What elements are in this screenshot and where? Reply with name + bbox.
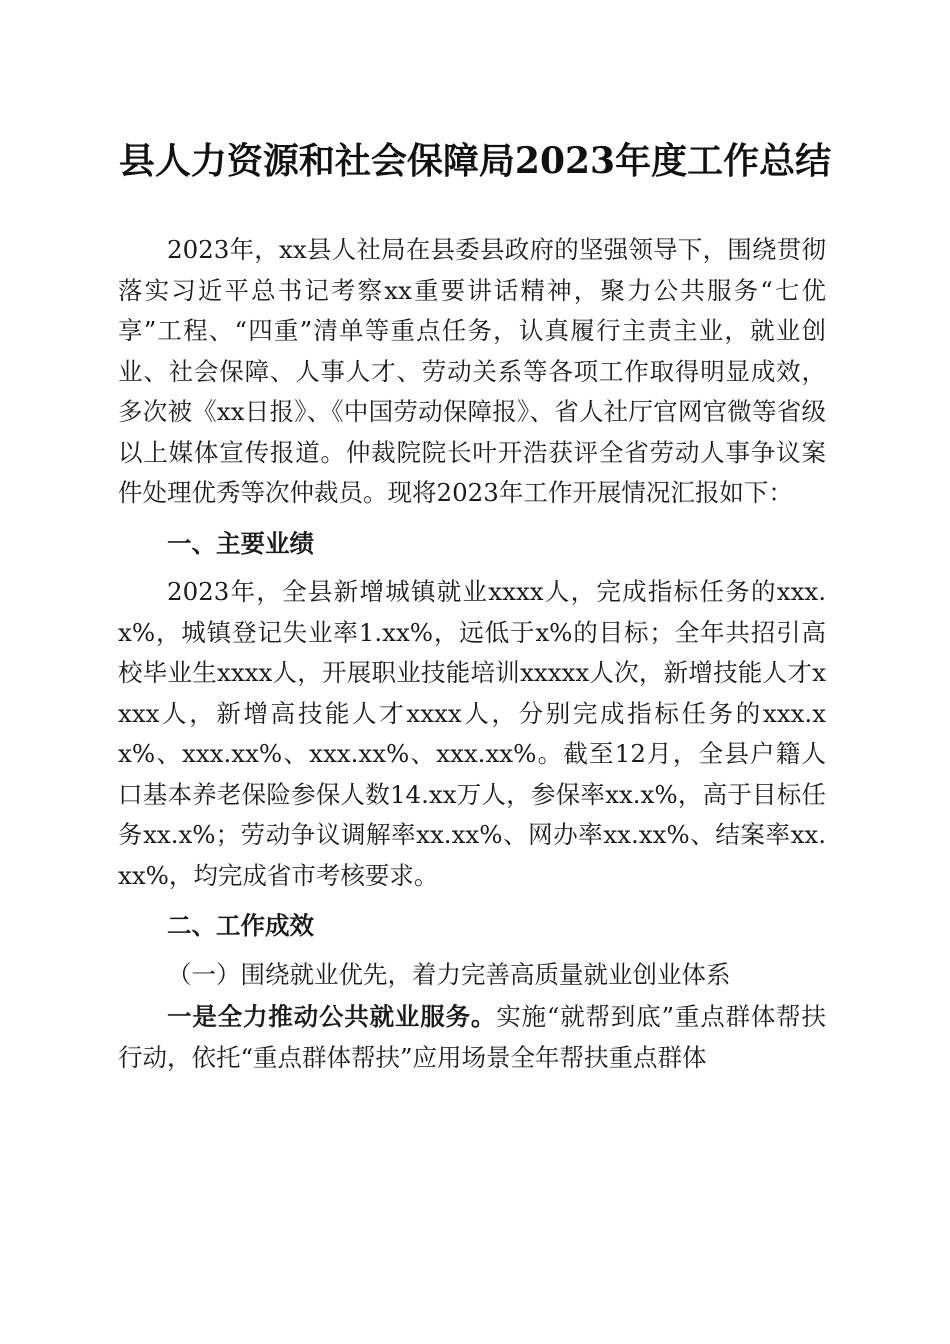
intro-paragraph: 2023年，xx县人社局在县委县政府的坚强领导下，围绕贯彻落实习近平总书记考察xx重要讲话精神，聚力公共服务“七优享”工程、“四重”清单等重点任务，认真履行主责主业，就业创业、社会保障、人事人才、劳动关系等各项工作取得明显成效，多次被《xx日报》、《中国劳动保障报》、省人社厅官网官微等省级以上媒体宣传报道。仲裁院院长叶开浩获评全省劳动人事争议案件处理优秀等次仲裁员。现将2023年工作开展情况汇报如下： (118, 235, 826, 507)
subsection-heading-employment: （一）围绕就业优先，着力完善高质量就业创业体系 (167, 959, 731, 989)
document-title: 县人力资源和社会保障局2023年度工作总结 (118, 140, 832, 182)
item-one-lead: 一是全力推动公共就业服务。 (167, 1002, 497, 1031)
item-one-text: 实施“就帮到底”重点群体帮扶行动，依托“重点群体帮扶”应用场景全年帮扶重点群体 (118, 1002, 826, 1072)
section-heading-main-achievements: 一、主要业绩 (167, 528, 314, 558)
item-one-paragraph (118, 997, 826, 1078)
achievements-paragraph: 2023年，全县新增城镇就业xxxx人，完成指标任务的xxx.x%，城镇登记失业率1.xx%，远低于x%的目标；全年共招引高校毕业生xxxx人，开展职业技能培训xxxxx人次，新增技能人才xxxx人，新增高技能人才xxxx人，分别完成指标任务的xxx.xx%、xxx.xx%、xxx.xx%、xxx.xx%。截至12月，全县户籍人口基本养老保险参保人数14.xx万人，参保率xx.x%，高于目标任务xx.x%；劳动争议调解率xx.xx%、网办率xx.xx%、结案率xx.xx%，均完成省市考核要求。 (118, 577, 826, 890)
document-body (118, 230, 826, 1078)
section-heading-work-results: 二、工作成效 (167, 911, 314, 940)
